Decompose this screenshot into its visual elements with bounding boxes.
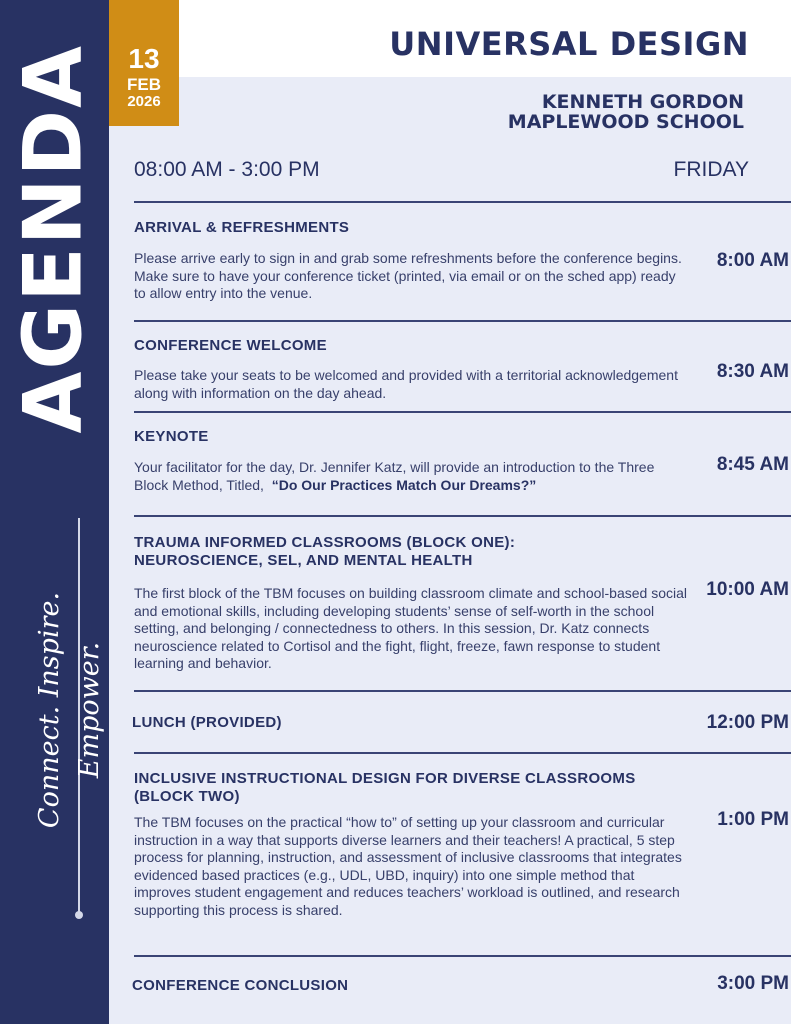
tagline: Connect. Inspire. Empower.: [34, 591, 105, 829]
session-title: [134, 770, 694, 806]
venue: [300, 92, 744, 132]
session-description-text: Your facilitator for the day, Dr. Jennifer Katz, will provide an introduction to the Three Block Method, Titled,: [134, 459, 655, 493]
session-title: LUNCH (PROVIDED): [132, 714, 282, 731]
venue-line-1: KENNETH GORDON: [541, 91, 744, 113]
session-time: 8:00 AM: [716, 250, 789, 271]
session-description: Please arrive early to sign in and grab some refreshments before the conference begins. Make sure to have your conference ticket (printed, via email or on the sched app) ready to allow entry into the venue.: [134, 250, 682, 301]
date-day: 13: [128, 43, 160, 74]
divider: [134, 411, 791, 413]
date-year: 2026: [127, 93, 161, 110]
divider: [134, 752, 791, 754]
session-time: 10:00 AM: [706, 579, 789, 600]
divider: [134, 690, 791, 692]
tagline-dot: [75, 911, 83, 919]
agenda-heading: AGENDA: [6, 44, 100, 434]
venue-line-2: MAPLEWOOD SCHOOL: [507, 111, 744, 133]
session-title-line-2: NEUROSCIENCE, SEL, AND MENTAL HEALTH: [134, 552, 473, 569]
session-time: 1:00 PM: [717, 809, 789, 830]
keynote-talk-title: “Do Our Practices Match Our Dreams?”: [271, 476, 537, 493]
session-time: 12:00 PM: [706, 712, 789, 733]
session-time: 8:45 AM: [716, 454, 789, 475]
session-time: 8:30 AM: [716, 361, 789, 382]
session-title: CONFERENCE WELCOME: [134, 337, 327, 354]
event-weekday: FRIDAY: [673, 158, 749, 181]
agenda-sidebar: [0, 0, 109, 1024]
session-description: The TBM focuses on the practical “how to” of setting up your classroom and curricular instruction in a way that supports diverse learners and their teachers! A practical, 5 step process for planning, instruction, and assessment of inclusive classrooms that integrates evidenced based practices (e.g., UDL, UBD, inquiry) into one simple method that improves student engagement and reduces teachers’ workload is outlined, and research supporting this process is shared.: [134, 814, 682, 918]
session-title-line-2: (BLOCK TWO): [134, 788, 240, 805]
session-time: 3:00 PM: [717, 973, 789, 994]
session-title: KEYNOTE: [134, 428, 209, 445]
session-description: The first block of the TBM focuses on building classroom climate and school-based social and emotional skills, including developing students’ sense of self-worth in the school setting, and belonging / connectedness to others. In this session, Dr. Katz connects neuroscience related to Cortisol and the fight, flight, freeze, fawn response to student learning and behavior.: [134, 585, 688, 671]
event-title: UNIVERSAL DESIGN: [389, 25, 749, 63]
session-title: CONFERENCE CONCLUSION: [132, 977, 349, 994]
session-title: ARRIVAL & REFRESHMENTS: [134, 219, 350, 236]
session-description: Please take your seats to be welcomed and provided with a territorial acknowledgement along with information on the day ahead.: [134, 367, 678, 401]
divider: [134, 515, 791, 517]
date-month: FEB: [127, 75, 161, 94]
session-title-line-1: INCLUSIVE INSTRUCTIONAL DESIGN FOR DIVERSE CLASSROOMS: [134, 770, 636, 787]
divider: [134, 320, 791, 322]
event-hours: 08:00 AM - 3:00 PM: [134, 158, 320, 181]
session-title: [134, 534, 694, 570]
session-title-line-1: TRAUMA INFORMED CLASSROOMS (BLOCK ONE):: [134, 534, 516, 551]
date-badge: [109, 0, 179, 126]
session-description: [134, 459, 689, 494]
divider: [134, 955, 791, 957]
divider: [134, 201, 791, 203]
